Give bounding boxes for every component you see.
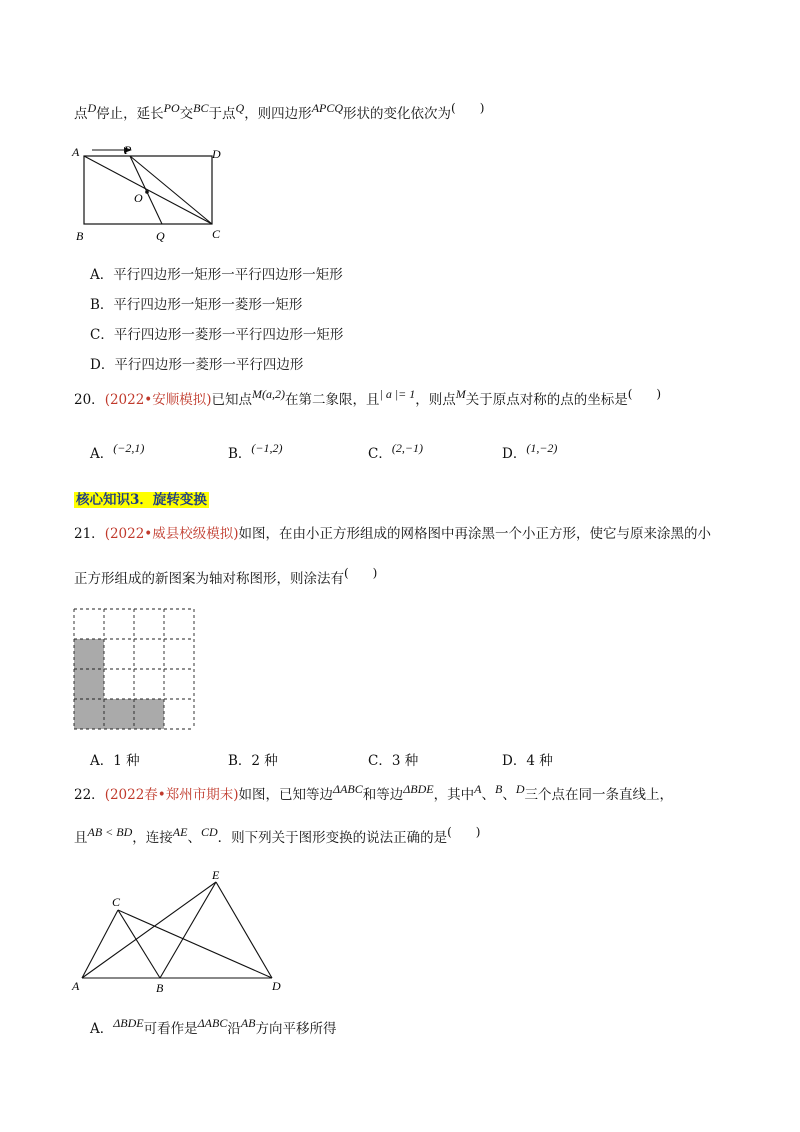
q22-figure (66, 866, 296, 996)
segment-AE (82, 882, 216, 978)
label-E: E (212, 868, 220, 882)
segment-AC (82, 910, 118, 978)
q21-option-d[interactable] (502, 749, 553, 769)
q22-text: ，其中 (433, 787, 475, 803)
label-D: D (212, 147, 221, 161)
q21-option-b[interactable] (228, 749, 278, 769)
option-letter: B． (228, 446, 252, 462)
label-B: B (76, 229, 84, 243)
math-CD: CD (200, 825, 218, 839)
label-A: A (72, 979, 80, 993)
q19-text: 交 (179, 106, 194, 122)
q19-option-a[interactable] (90, 263, 343, 283)
q22-text: ．则下列关于图形变换的说法正确的是 (217, 830, 448, 846)
answer-paren: ( ) (447, 825, 481, 839)
label-P: P (124, 143, 132, 157)
segment-CB (118, 910, 160, 978)
math-abs-condition: | a |= 1 (379, 387, 416, 401)
math-Q: Q (235, 101, 245, 115)
option-value: (2,−1) (391, 441, 423, 455)
q20-option-c[interactable] (368, 442, 423, 462)
math-PO: PO (163, 101, 180, 115)
q22-text: 和等边 (362, 787, 404, 803)
option-text: 3 种 (391, 753, 419, 769)
question-number: 22． (74, 787, 105, 803)
option-text: 1 种 (113, 753, 140, 769)
q20-option-b[interactable] (228, 442, 283, 462)
math-APCQ: APCQ (311, 101, 344, 115)
q19-option-c[interactable] (90, 323, 343, 343)
label-O: O (134, 191, 143, 205)
q19-option-b[interactable] (90, 293, 302, 313)
math-condition: AB < BD (87, 825, 133, 839)
section-header (74, 488, 209, 508)
separator: 、 (481, 787, 495, 803)
shaded-vertical-bar (74, 639, 104, 729)
label-C: C (112, 895, 121, 909)
q22-option-a[interactable] (90, 1017, 337, 1037)
section-title: 核心知识3．旋转变换 (76, 492, 207, 508)
q21-option-c[interactable] (368, 749, 418, 769)
option-letter: C． (368, 753, 392, 769)
option-letter: A． (90, 446, 114, 462)
q20-text: 关于原点对称的点的坐标是 (465, 392, 628, 408)
q20-text: 已知点 (211, 392, 253, 408)
option-text: 沿 (227, 1021, 241, 1037)
math-AE: AE (172, 825, 188, 839)
option-letter: D． (502, 446, 527, 462)
point-O (145, 190, 149, 194)
q19-stem (74, 102, 484, 122)
option-letter: A． (90, 753, 114, 769)
option-text: 平行四边形一矩形一平行四边形一矩形 (113, 267, 343, 283)
segment-CD (118, 910, 272, 978)
option-value: (−1,2) (251, 441, 283, 455)
segment-PQ (130, 156, 162, 224)
question-number: 20． (74, 392, 105, 408)
segment-PC (130, 156, 212, 224)
q21-grid-figure (72, 607, 198, 733)
q20-text: ，则点 (415, 392, 456, 408)
option-letter: A． (90, 1021, 114, 1037)
label-A: A (72, 145, 80, 159)
option-text: 平行四边形一菱形一平行四边形 (114, 357, 304, 373)
math-triangle-ABC: ΔABC (333, 782, 363, 796)
option-text: 方向平移所得 (255, 1021, 337, 1037)
question-source: (2022•威县校级模拟) (104, 526, 239, 542)
separator: 、 (502, 787, 516, 803)
option-letter: A． (90, 267, 114, 283)
option-text: 平行四边形一矩形一菱形一矩形 (113, 297, 303, 313)
segment-ED (216, 882, 272, 978)
math-AB: AB (240, 1016, 256, 1030)
q19-text: 形状的变化依次为 (343, 106, 452, 122)
q20-text: 在第二象限，且 (285, 392, 380, 408)
option-letter: D． (502, 753, 527, 769)
q19-text: ，则四边形 (244, 106, 312, 122)
q22-text: 如图，已知等边 (238, 787, 334, 803)
answer-paren: ( ) (451, 101, 485, 115)
question-source: (2022春•郑州市期末) (104, 787, 239, 803)
option-letter: D． (90, 357, 115, 373)
math-triangle-BDE: ΔBDE (113, 1016, 144, 1030)
option-value: (−2,1) (113, 441, 145, 455)
q22-stem-line1 (74, 783, 673, 803)
q22-text: ，连接 (132, 830, 173, 846)
q19-option-d[interactable] (90, 353, 303, 373)
q22-text: 三个点在同一条直线上， (524, 787, 673, 803)
option-text: 平行四边形一菱形一平行四边形一矩形 (113, 327, 344, 343)
label-Q: Q (156, 229, 165, 243)
option-text: 2 种 (251, 753, 278, 769)
q21-stem-line2 (74, 567, 377, 587)
q22-text: 且 (74, 830, 88, 846)
math-B: B (494, 782, 503, 796)
q19-figure (66, 140, 236, 245)
q21-text: 如图，在由小正方形组成的网格图中再涂黑一个小正方形，使它与原来涂黑的小 (238, 526, 712, 542)
option-text: 4 种 (526, 753, 553, 769)
answer-paren: ( ) (344, 566, 378, 580)
separator: 、 (187, 830, 201, 846)
math-triangle-BDE: ΔBDE (403, 782, 434, 796)
math-triangle-ABC: ΔABC (197, 1016, 228, 1030)
option-text: 可看作是 (143, 1021, 198, 1037)
label-D: D (272, 979, 281, 993)
math-D: D (87, 101, 97, 115)
q20-option-a[interactable] (90, 442, 144, 462)
q19-text: 于点 (208, 106, 236, 122)
option-value: (1,−2) (526, 441, 558, 455)
question-source: (2022•安顺模拟) (104, 392, 212, 408)
option-letter: C． (90, 327, 114, 343)
math-M: M (455, 387, 466, 401)
q22-stem-line2 (74, 826, 480, 846)
math-D: D (515, 782, 525, 796)
question-number: 21． (74, 526, 105, 542)
option-letter: B． (90, 297, 114, 313)
math-A: A (474, 782, 482, 796)
math-point-M: M(a,2) (252, 387, 286, 401)
diagonal-AC (84, 156, 212, 224)
q21-stem-line1 (74, 522, 711, 542)
math-BC: BC (193, 101, 209, 115)
q19-text: 停止，延长 (96, 106, 164, 122)
option-letter: C． (368, 446, 392, 462)
q20-option-d[interactable] (502, 442, 557, 462)
option-letter: B． (228, 753, 252, 769)
q19-text: 点 (74, 106, 88, 122)
label-C: C (212, 227, 221, 241)
q20-stem (74, 388, 661, 408)
q21-text: 正方形组成的新图案为轴对称图形，则涂法有 (74, 571, 344, 587)
answer-paren: ( ) (627, 387, 662, 401)
q21-option-a[interactable] (90, 749, 140, 769)
label-B: B (156, 981, 164, 995)
segment-BE (160, 882, 216, 978)
